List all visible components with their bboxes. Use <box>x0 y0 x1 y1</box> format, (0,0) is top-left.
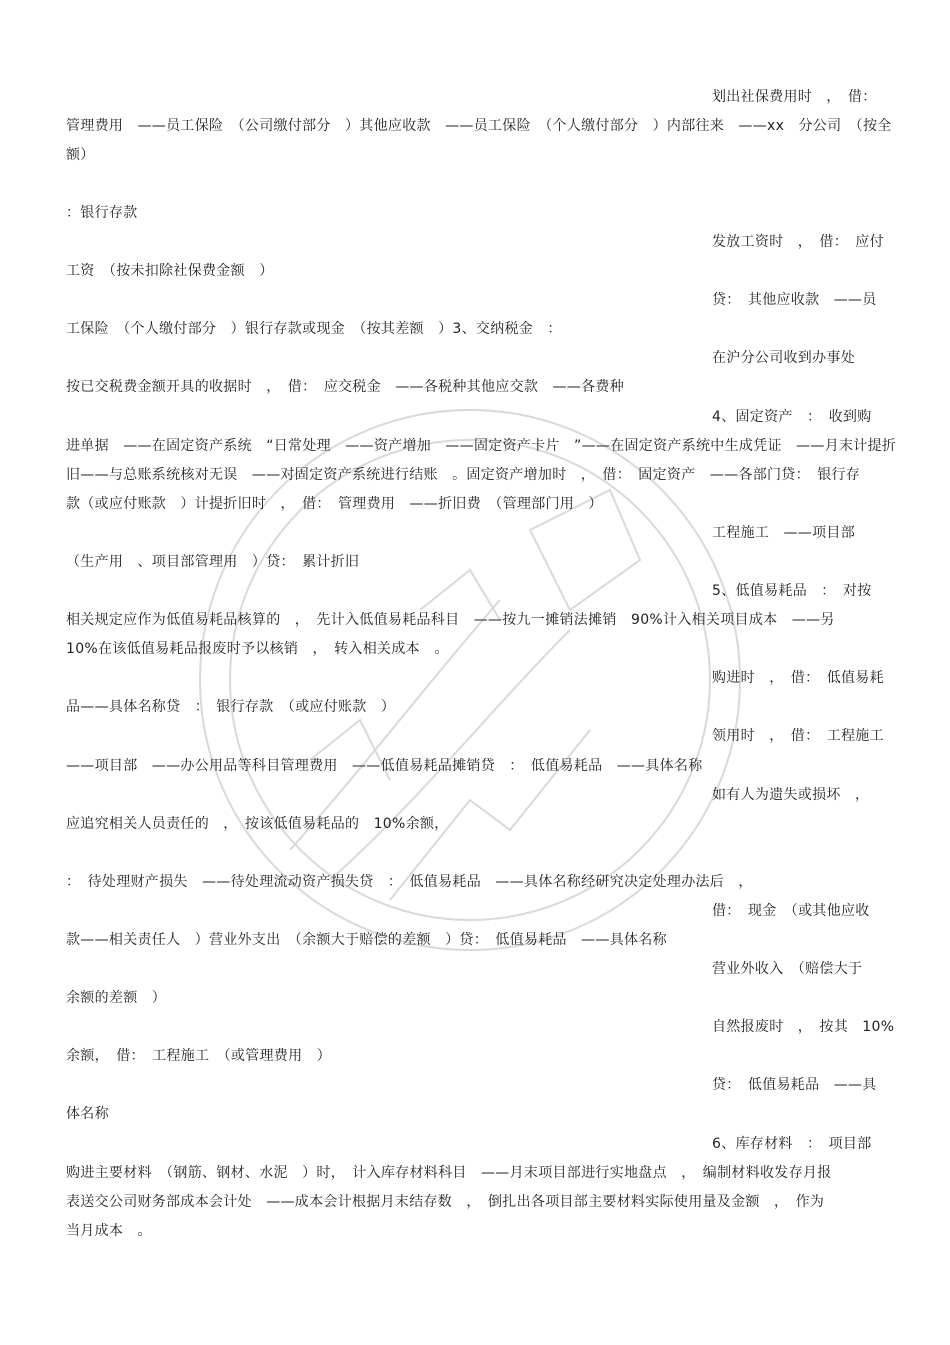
text-line: 购进主要材料 （钢筋、钢材、水泥 ）时， 计入库存材料科目 ——月末项目部进行实地盘点 ， 编制材料收发存月报 <box>66 1165 832 1181</box>
text-line: 5、低值易耗品 ： 对按 <box>712 583 872 599</box>
text-line: 借： 现金 （或其他应收 <box>712 903 870 919</box>
text-line: 表送交公司财务部成本会计处 ——成本会计根据月末结存数 ， 倒扎出各项目部主要材料实际使用量及金额 ， 作为 <box>66 1194 825 1210</box>
text-line: 在沪分公司收到办事处 <box>712 350 855 366</box>
text-line: 自然报废时 ， 按其 10% <box>712 1019 895 1035</box>
text-line: 工资 （按未扣除社保费金额 ） <box>66 263 274 279</box>
text-line: 按已交税费金额开具的收据时 ， 借： 应交税金 ——各税种其他应交款 ——各费种 <box>66 379 624 395</box>
text-line: 10%在该低值易耗品报废时予以核销 ， 转入相关成本 。 <box>66 641 449 657</box>
text-line: 当月成本 。 <box>66 1223 152 1239</box>
text-line: ——项目部 ——办公用品等科目管理费用 ——低值易耗品摊销贷 ： 低值易耗品 ——具体名称 <box>66 758 703 774</box>
text-line: 购进时 ， 借： 低值易耗 <box>712 670 884 686</box>
text-line: 旧——与总账系统核对无误 ——对固定资产系统进行结账 。固定资产增加时 ， 借： 固定资产 ——各部门贷： 银行存 <box>66 467 861 483</box>
text-line: 款——相关责任人 ）营业外支出 （余额大于赔偿的差额 ）贷： 低值易耗品 ——具体名称 <box>66 932 667 948</box>
text-line: 贷： 其他应收款 ——员 <box>712 292 877 308</box>
text-line: 4、固定资产 ： 收到购 <box>712 409 872 425</box>
text-line: 贷： 低值易耗品 ——具 <box>712 1077 877 1093</box>
text-line: 划出社保费用时 ， 借： <box>712 89 877 105</box>
text-line: 管理费用 ——员工保险 （公司缴付部分 ）其他应收款 ——员工保险 （个人缴付部分 ）内部往来 ——xx 分公司 （按全 <box>66 118 892 134</box>
text-line: 工程施工 ——项目部 <box>712 525 855 541</box>
text-line: ： 待处理财产损失 ——待处理流动资产损失贷 ： 低值易耗品 ——具体名称经研究决定处理办法后 ， <box>66 874 753 890</box>
text-line: 如有人为遗失或损坏 ， <box>712 787 870 803</box>
text-line: （生产用 、项目部管理用 ）贷： 累计折旧 <box>66 554 360 570</box>
text-line: 品——具体名称贷 ： 银行存款 （或应付账款 ） <box>66 699 396 715</box>
text-line: 体名称 <box>66 1106 109 1122</box>
text-line: 余额的差额 ） <box>66 990 167 1006</box>
text-line: 额） <box>66 147 95 163</box>
text-line: 工保险 （个人缴付部分 ）银行存款或现金 （按其差额 ）3、交纳税金 ： <box>66 321 562 337</box>
text-line: 6、库存材料 ： 项目部 <box>712 1136 872 1152</box>
text-line: 余额， 借： 工程施工 （或管理费用 ） <box>66 1048 331 1064</box>
text-line: 领用时 ， 借： 工程施工 <box>712 728 884 744</box>
text-line: 款（或应付账款 ）计提折旧时 ， 借： 管理费用 ——折旧费 （管理部门用 ） <box>66 496 603 512</box>
text-line: 相关规定应作为低值易耗品核算的 ， 先计入低值易耗品科目 ——按九一摊销法摊销 90%计入相关项目成本 ——另 <box>66 612 835 628</box>
text-line: 进单据 ——在固定资产系统 “日常处理 ——资产增加 ——固定资产卡片 ”——在固定资产系统中生成凭证 ——月末计提折 <box>66 438 897 454</box>
text-line: ：银行存款 <box>66 205 138 221</box>
text-line: 发放工资时 ， 借： 应付 <box>712 234 884 250</box>
text-line: 应追究相关人员责任的 ， 按该低值易耗品的 10%余额， <box>66 816 449 832</box>
text-line: 营业外收入 （赔偿大于 <box>712 961 863 977</box>
